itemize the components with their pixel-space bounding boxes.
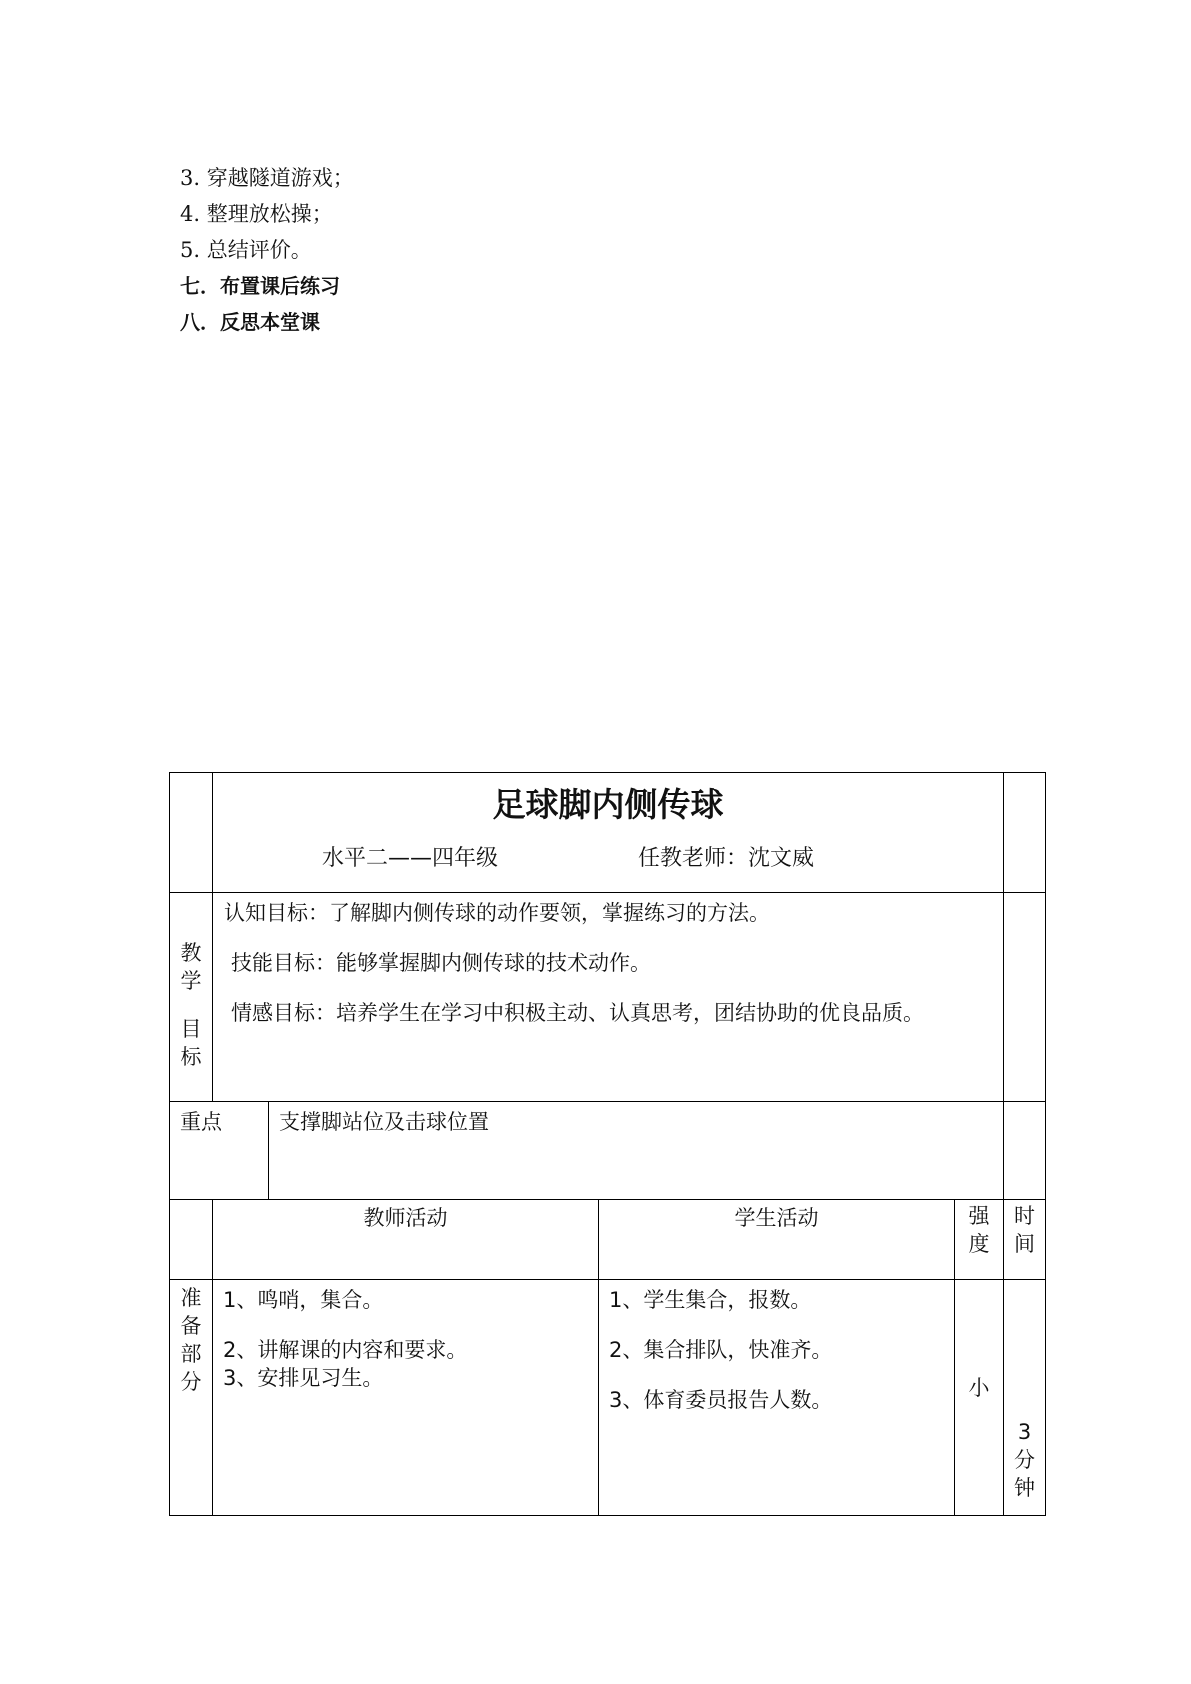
affective-objective: 情感目标：培养学生在学习中积极主动、认真思考，团结协助的优良品质。 xyxy=(231,1001,924,1025)
list-item: 5. 总结评价。 xyxy=(180,238,312,262)
key-label: 重点 xyxy=(180,1110,222,1134)
list-item: 3. 穿越隧道游戏； xyxy=(180,166,354,190)
key-point-cell xyxy=(268,1102,1003,1200)
title-cell xyxy=(212,772,1003,893)
objectives-label-cell xyxy=(169,893,212,1102)
grade-level: 水平二——四年级 xyxy=(322,846,499,871)
prep-student-cell xyxy=(598,1280,954,1516)
list-item: 3、体育委员报告人数。 xyxy=(609,1388,833,1412)
student-activity-header: 学生活动 xyxy=(598,1200,954,1280)
blank-cell xyxy=(1003,1102,1046,1200)
page-title: 足球脚内侧传球 xyxy=(492,785,724,824)
list-item: 4. 整理放松操； xyxy=(180,202,333,226)
cognitive-objective: 认知目标：了解脚内侧传球的动作要领，掌握练习的方法。 xyxy=(224,901,770,925)
time-value: 3 分 钟 xyxy=(1014,1420,1035,1500)
section-heading: 七．布置课后练习 xyxy=(180,274,340,298)
objectives-cell xyxy=(212,893,1003,1102)
top-list xyxy=(180,160,354,340)
section-heading: 八．反思本堂课 xyxy=(180,310,320,334)
list-item: 2、集合排队，快准齐。 xyxy=(609,1338,833,1362)
list-item: 1、鸣哨，集合。 xyxy=(223,1288,384,1312)
prep-teacher-cell xyxy=(212,1280,598,1516)
objectives-label: 教 学 目 标 xyxy=(180,941,202,1069)
blank-cell xyxy=(169,772,212,893)
time-header: 时 间 xyxy=(1003,1200,1046,1280)
lesson-plan-table xyxy=(169,772,1046,1516)
list-item: 1、学生集合，报数。 xyxy=(609,1288,812,1312)
intensity-header: 强 度 xyxy=(954,1200,1003,1280)
list-item: 2、讲解课的内容和要求。 xyxy=(223,1338,468,1362)
skill-objective: 技能目标：能够掌握脚内侧传球的技术动作。 xyxy=(231,951,651,975)
prep-label-cell xyxy=(169,1280,212,1516)
prep-label: 准 备 部 分 xyxy=(180,1286,202,1394)
prep-intensity-cell xyxy=(954,1280,1003,1516)
prep-time-cell xyxy=(1003,1280,1046,1516)
blank-cell xyxy=(1003,772,1046,893)
intensity-value: 小 xyxy=(968,1376,990,1400)
key-point: 支撑脚站位及击球位置 xyxy=(279,1110,489,1134)
blank-cell xyxy=(1003,893,1046,1102)
blank-cell xyxy=(169,1200,212,1280)
teacher-activity-header: 教师活动 xyxy=(212,1200,598,1280)
teacher-name: 任教老师：沈文威 xyxy=(638,846,815,871)
key-label-cell xyxy=(169,1102,268,1200)
list-item: 3、安排见习生。 xyxy=(223,1366,384,1390)
